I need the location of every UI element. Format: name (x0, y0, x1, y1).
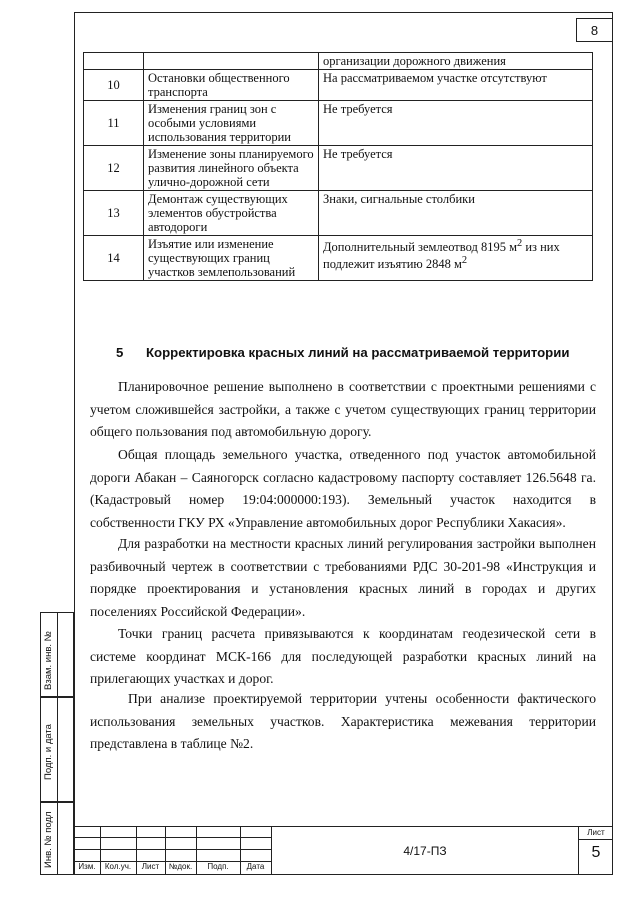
col-koluch: Кол.уч. (104, 862, 132, 871)
row-value (319, 236, 593, 281)
row-name: Остановки общественного транспорта (144, 70, 319, 101)
value-text: из них (522, 240, 560, 255)
superscript: 2 (461, 255, 468, 267)
row-number: 10 (84, 70, 144, 101)
table-row (84, 191, 593, 236)
side-label-vzam: Взам. инв. № (43, 631, 54, 690)
paragraph (90, 444, 596, 534)
row-value: организации дорожного движения (319, 53, 593, 70)
superscript: 2 (516, 238, 523, 249)
paragraph-text: Общая площадь земельного участка, отведенного под участок автомобильной дороги Абакан – Саяногорск согласно кадастровому паспорту составляет 126.5648 га. (Кадастровый номер 19:04:000000:193). Земельный участок находится в собственности ГКУ РХ «Управление автомобильных дорог Республики Хакасия». (90, 447, 596, 530)
table-row (84, 101, 593, 146)
sheet-label: Лист (587, 828, 605, 837)
row-number: 14 (84, 236, 144, 281)
side-label-inv: Инв. № подл (43, 811, 54, 868)
row-number: 12 (84, 146, 144, 191)
paragraph (90, 376, 596, 444)
row-value: Не требуется (319, 146, 593, 191)
frame-left (74, 12, 75, 875)
paragraph (90, 688, 596, 756)
col-list: Лист (141, 862, 160, 871)
row-name: Изменения границ зон с особыми условиями использования территории (144, 101, 319, 146)
frame-top (74, 12, 613, 13)
col-data: Дата (246, 862, 265, 871)
col-izm: Изм. (78, 862, 96, 871)
table-row (84, 70, 593, 101)
row-name: Изменение зоны планируемого развития линейного объекта улично-дорожной сети (144, 146, 319, 191)
section-number: 5 (116, 345, 124, 360)
paragraph-text: Для разработки на местности красных линий регулирования застройки выполнен разбивочный чертеж в соответствии с требованиями РДС 30-201-98 «Инструкция и порядке проектирования и установления красных линий в городах и других поселениях Российской Федерации». (90, 536, 596, 619)
characteristics-table (83, 52, 593, 281)
page-number-box: 8 (576, 18, 612, 42)
paragraph (90, 533, 596, 623)
paragraph-text: Точки границ расчета привязываются к координатам геодезической сети в системе координат МСК-166 для последующей разработки красных линий на прилегающих участках и дорог. (90, 626, 596, 686)
revision-grid (74, 826, 271, 875)
table-row (84, 146, 593, 191)
row-value: Знаки, сигнальные столбики (319, 191, 593, 236)
row-name: Демонтаж существующих элементов обустройства автодороги (144, 191, 319, 236)
col-podp: Подп. (207, 862, 229, 871)
row-number: 13 (84, 191, 144, 236)
paragraph-text: Планировочное решение выполнено в соответствии с проектными решениями с учетом сложившейся застройки, а также с учетом существующих границ территории общего пользования под автомобильную дорогу. (90, 379, 596, 439)
title-block (74, 826, 613, 875)
sheet-number: 5 (591, 844, 601, 861)
frame-right (612, 12, 613, 875)
paragraph-text: При анализе проектируемой территории учтены особенности фактического использования земельных участков. Характеристика межевания территории представлена в таблице №2. (90, 691, 596, 751)
sheet-box (578, 826, 613, 875)
col-ndok: №док. (168, 862, 193, 871)
row-number: 11 (84, 101, 144, 146)
section-heading (116, 345, 569, 360)
side-label-podp: Подп. и дата (43, 724, 54, 780)
table-row (84, 53, 593, 70)
row-name: Изъятие или изменение существующих границ участков землепользований (144, 236, 319, 281)
row-name (144, 53, 319, 70)
section-title: Корректировка красных линий на рассматриваемой территории (146, 345, 570, 360)
table-row (84, 236, 593, 281)
row-value: Не требуется (319, 101, 593, 146)
document-code: 4/17-ПЗ (403, 843, 447, 858)
paragraph (90, 623, 596, 691)
row-number (84, 53, 144, 70)
value-text: Дополнительный землеотвод 8195 м (323, 240, 517, 255)
value-text: подлежит изъятию 2848 м (323, 257, 462, 272)
row-value: На рассматриваемом участке отсутствуют (319, 70, 593, 101)
